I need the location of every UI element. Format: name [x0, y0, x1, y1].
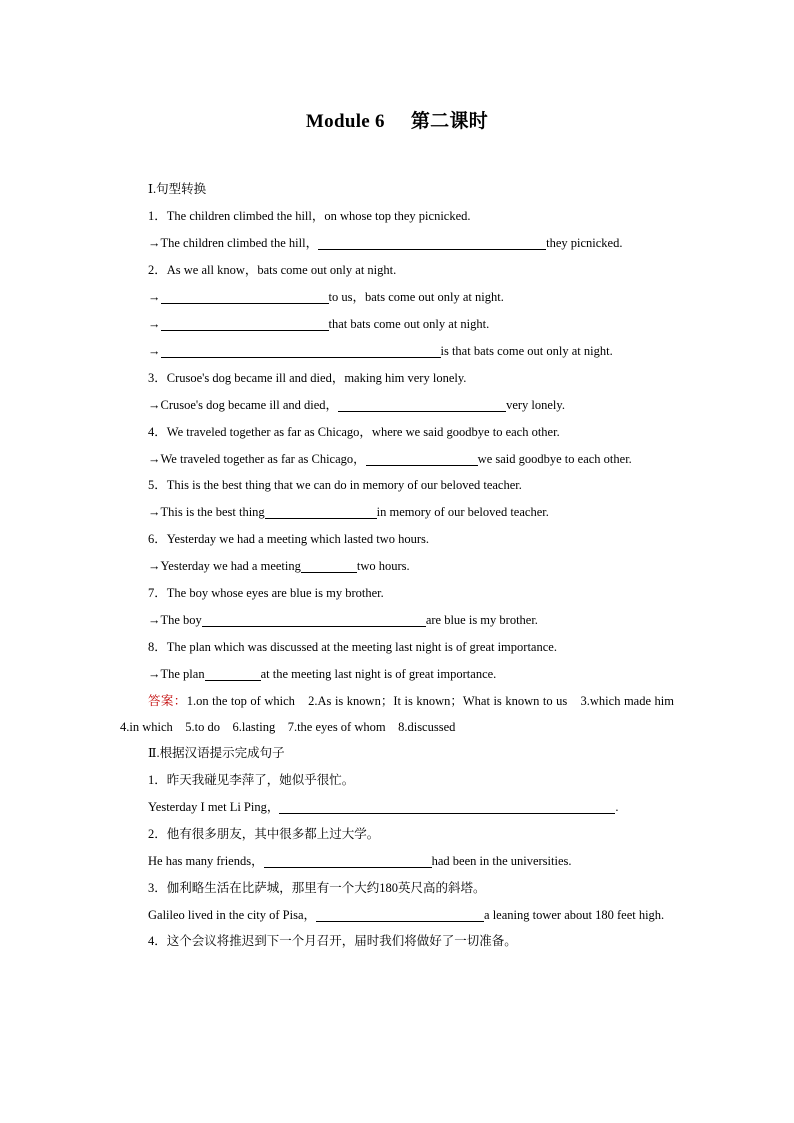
arrow-icon: →: [148, 559, 161, 573]
cn-prompt-1: 1．昨天我碰见李萍了，她似乎很忙。: [148, 773, 355, 787]
blank-field[interactable]: [279, 799, 615, 814]
blank-field[interactable]: [265, 504, 377, 519]
title-lesson: 第二课时: [410, 111, 489, 132]
cn-prompt-3: 3．伽利略生活在比萨城，那里有一个大约180英尺高的斜塔。: [148, 881, 486, 895]
question-1: 1．The children climbed the hill，on whose top they picnicked.: [148, 209, 471, 223]
question-2: 2．As we all know，bats come out only at night.: [148, 263, 397, 277]
arrow-icon: →: [148, 613, 161, 627]
rewrite-4: →We traveled together as far as Chicago， we said goodbye to each other.: [148, 452, 632, 466]
question-4: 4．We traveled together as far as Chicago，where we said goodbye to each other.: [148, 425, 560, 439]
sentence-3: Galileo lived in the city of Pisa， a leaning tower about 180 feet high.: [148, 908, 665, 922]
cn-prompt-2: 2．他有很多朋友，其中很多都上过大学。: [148, 827, 380, 841]
blank-field[interactable]: [316, 907, 484, 922]
rewrite-7: →The boy are blue is my brother.: [148, 613, 538, 627]
question-6: 6．Yesterday we had a meeting which lasted two hours.: [148, 532, 429, 546]
section1-heading: Ⅰ.句型转换: [148, 182, 207, 196]
arrow-icon: →: [148, 236, 161, 250]
question-7: 7．The boy whose eyes are blue is my brother.: [148, 586, 384, 600]
page-title: [0, 106, 794, 133]
blank-field[interactable]: [366, 451, 478, 466]
rewrite-2a: → to us，bats come out only at night.: [148, 290, 504, 304]
cn-prompt-4: 4．这个会议将推迟到下一个月召开，届时我们将做好了一切准备。: [148, 934, 517, 948]
arrow-icon: →: [148, 667, 161, 681]
section2-heading: Ⅱ.根据汉语提示完成句子: [148, 746, 285, 760]
arrow-icon: →: [148, 452, 161, 466]
blank-field[interactable]: [338, 397, 506, 412]
sentence-1: Yesterday I met Li Ping， .: [148, 800, 619, 814]
title-module: Module 6: [305, 111, 385, 132]
question-8: 8．The plan which was discussed at the meeting last night is of great importance.: [148, 640, 557, 654]
sentence-2: He has many friends， had been in the universities.: [148, 854, 572, 868]
blank-field[interactable]: [161, 343, 441, 358]
blank-field[interactable]: [202, 612, 426, 627]
rewrite-2c: → is that bats come out only at night.: [148, 344, 613, 358]
blank-field[interactable]: [264, 853, 432, 868]
blank-field[interactable]: [205, 666, 261, 681]
rewrite-2b: → that bats come out only at night.: [148, 317, 490, 331]
arrow-icon: →: [148, 344, 161, 358]
blank-field[interactable]: [301, 558, 357, 573]
blank-field[interactable]: [318, 235, 546, 250]
rewrite-5: →This is the best thing in memory of our beloved teacher.: [148, 505, 549, 519]
answer-label: 答案：: [148, 694, 187, 708]
question-5: 5．This is the best thing that we can do in memory of our beloved teacher.: [148, 478, 522, 492]
question-3: 3．Crusoe's dog became ill and died，making him very lonely.: [148, 371, 467, 385]
answer-key: [120, 688, 687, 740]
document-body: [120, 176, 687, 955]
blank-field[interactable]: [161, 289, 329, 304]
arrow-icon: →: [148, 398, 161, 412]
arrow-icon: →: [148, 505, 161, 519]
answer-text: 1.on the top of which 2.As is known；It is known；What is known to us 3.which made him 4.in which 5.to do 6.lasting 7.the eyes of whom 8.discussed: [120, 694, 687, 734]
rewrite-6: →Yesterday we had a meeting two hours.: [148, 559, 410, 573]
rewrite-8: →The plan at the meeting last night is of great importance.: [148, 667, 497, 681]
rewrite-3: →Crusoe's dog became ill and died， very lonely.: [148, 398, 565, 412]
rewrite-1: →The children climbed the hill， they picnicked.: [148, 236, 623, 250]
blank-field[interactable]: [161, 316, 329, 331]
arrow-icon: →: [148, 290, 161, 304]
arrow-icon: →: [148, 317, 161, 331]
